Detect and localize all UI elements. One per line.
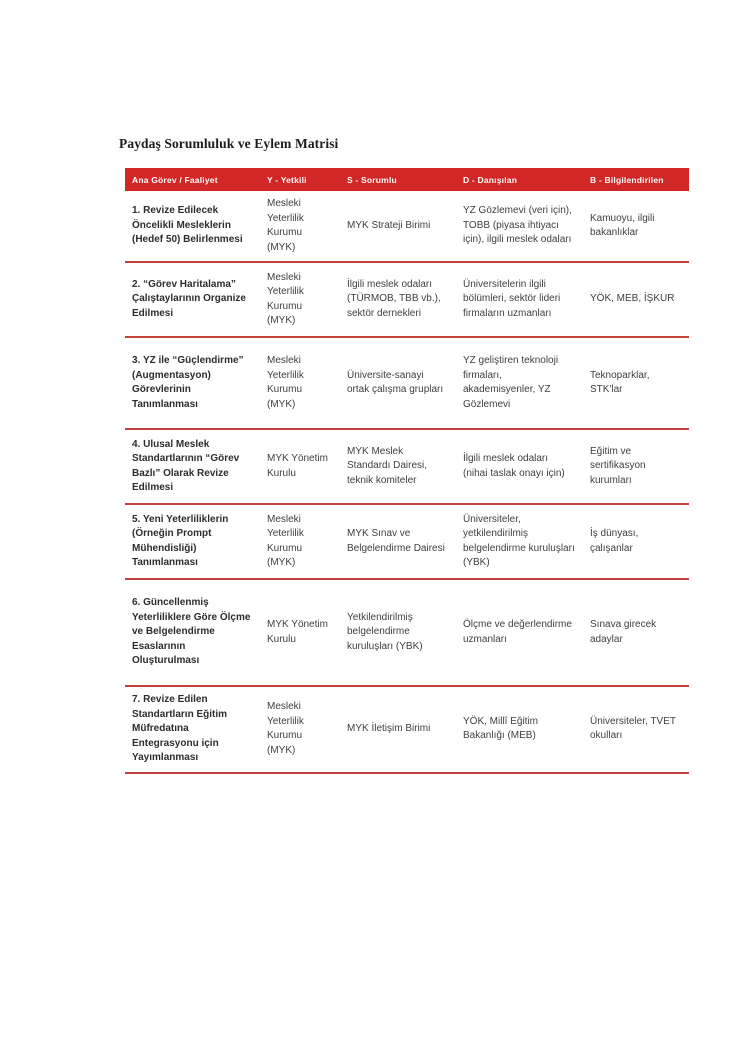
table-row	[125, 337, 689, 429]
header-cell-informed: B - Bilgilendirilen	[583, 168, 689, 191]
cell-consulted: Ölçme ve değerlendirme uzmanları	[456, 579, 583, 686]
cell-task: 6. Güncellenmiş Yeterliliklere Göre Ölçme ve Belgelendirme Esaslarının Oluşturulması	[125, 579, 260, 686]
page-title: Paydaş Sorumluluk ve Eylem Matrisi	[119, 136, 339, 151]
header-cell-authorized: Y - Yetkili	[260, 168, 340, 191]
cell-task: 2. “Görev Haritalama” Çalıştaylarının Organize Edilmesi	[125, 262, 260, 337]
cell-responsible: MYK Meslek Standardı Dairesi, teknik komiteler	[340, 429, 456, 504]
cell-authorized: Mesleki Yeterlilik Kurumu (MYK)	[260, 191, 340, 262]
cell-authorized: Mesleki Yeterlilik Kurumu (MYK)	[260, 504, 340, 579]
cell-consulted: Üniversiteler, yetkilendirilmiş belgelendirme kuruluşları (YBK)	[456, 504, 583, 579]
cell-responsible: İlgili meslek odaları (TÜRMOB, TBB vb.), sektör dernekleri	[340, 262, 456, 337]
cell-authorized: Mesleki Yeterlilik Kurumu (MYK)	[260, 337, 340, 429]
cell-task: 1. Revize Edilecek Öncelikli Mesleklerin (Hedef 50) Belirlenmesi	[125, 191, 260, 262]
header-cell-task: Ana Görev / Faaliyet	[125, 168, 260, 191]
cell-task: 4. Ulusal Meslek Standartlarının “Görev Bazlı” Olarak Revize Edilmesi	[125, 429, 260, 504]
table-row	[125, 504, 689, 579]
cell-consulted: YZ geliştiren teknoloji firmaları, akademisyenler, YZ Gözlemevi	[456, 337, 583, 429]
cell-task: 5. Yeni Yeterliliklerin (Örneğin Prompt Mühendisliği) Tanımlanması	[125, 504, 260, 579]
cell-authorized: Mesleki Yeterlilik Kurumu (MYK)	[260, 686, 340, 773]
cell-responsible: Yetkilendirilmiş belgelendirme kuruluşları (YBK)	[340, 579, 456, 686]
cell-informed: Sınava girecek adaylar	[583, 579, 689, 686]
cell-consulted: İlgili meslek odaları (nihai taslak onayı için)	[456, 429, 583, 504]
cell-authorized: MYK Yönetim Kurulu	[260, 579, 340, 686]
table-row	[125, 579, 689, 686]
cell-responsible: MYK Strateji Birimi	[340, 191, 456, 262]
cell-consulted: YÖK, Millî Eğitim Bakanlığı (MEB)	[456, 686, 583, 773]
header-cell-responsible: S - Sorumlu	[340, 168, 456, 191]
header-cell-consulted: D - Danışılan	[456, 168, 583, 191]
table-row	[125, 262, 689, 337]
cell-task: 3. YZ ile “Güçlendirme” (Augmentasyon) Görevlerinin Tanımlanması	[125, 337, 260, 429]
cell-informed: Kamuoyu, ilgili bakanlıklar	[583, 191, 689, 262]
cell-informed: Teknoparklar, STK'lar	[583, 337, 689, 429]
cell-informed: Eğitim ve sertifikasyon kurumları	[583, 429, 689, 504]
cell-informed: Üniversiteler, TVET okulları	[583, 686, 689, 773]
cell-authorized: MYK Yönetim Kurulu	[260, 429, 340, 504]
table-row	[125, 191, 689, 262]
responsibility-matrix-table	[125, 168, 689, 774]
cell-responsible: MYK Sınav ve Belgelendirme Dairesi	[340, 504, 456, 579]
cell-consulted: Üniversitelerin ilgili bölümleri, sektör lideri firmaların uzmanları	[456, 262, 583, 337]
cell-responsible: Üniversite-sanayi ortak çalışma grupları	[340, 337, 456, 429]
cell-informed: YÖK, MEB, İŞKUR	[583, 262, 689, 337]
cell-informed: İş dünyası, çalışanlar	[583, 504, 689, 579]
table-row	[125, 686, 689, 773]
table-header-row	[125, 168, 689, 191]
cell-consulted: YZ Gözlemevi (veri için), TOBB (piyasa ihtiyacı için), ilgili meslek odaları	[456, 191, 583, 262]
cell-task: 7. Revize Edilen Standartların Eğitim Müfredatına Entegrasyonu için Yayımlanması	[125, 686, 260, 773]
cell-responsible: MYK İletişim Birimi	[340, 686, 456, 773]
table-row	[125, 429, 689, 504]
cell-authorized: Mesleki Yeterlilik Kurumu (MYK)	[260, 262, 340, 337]
